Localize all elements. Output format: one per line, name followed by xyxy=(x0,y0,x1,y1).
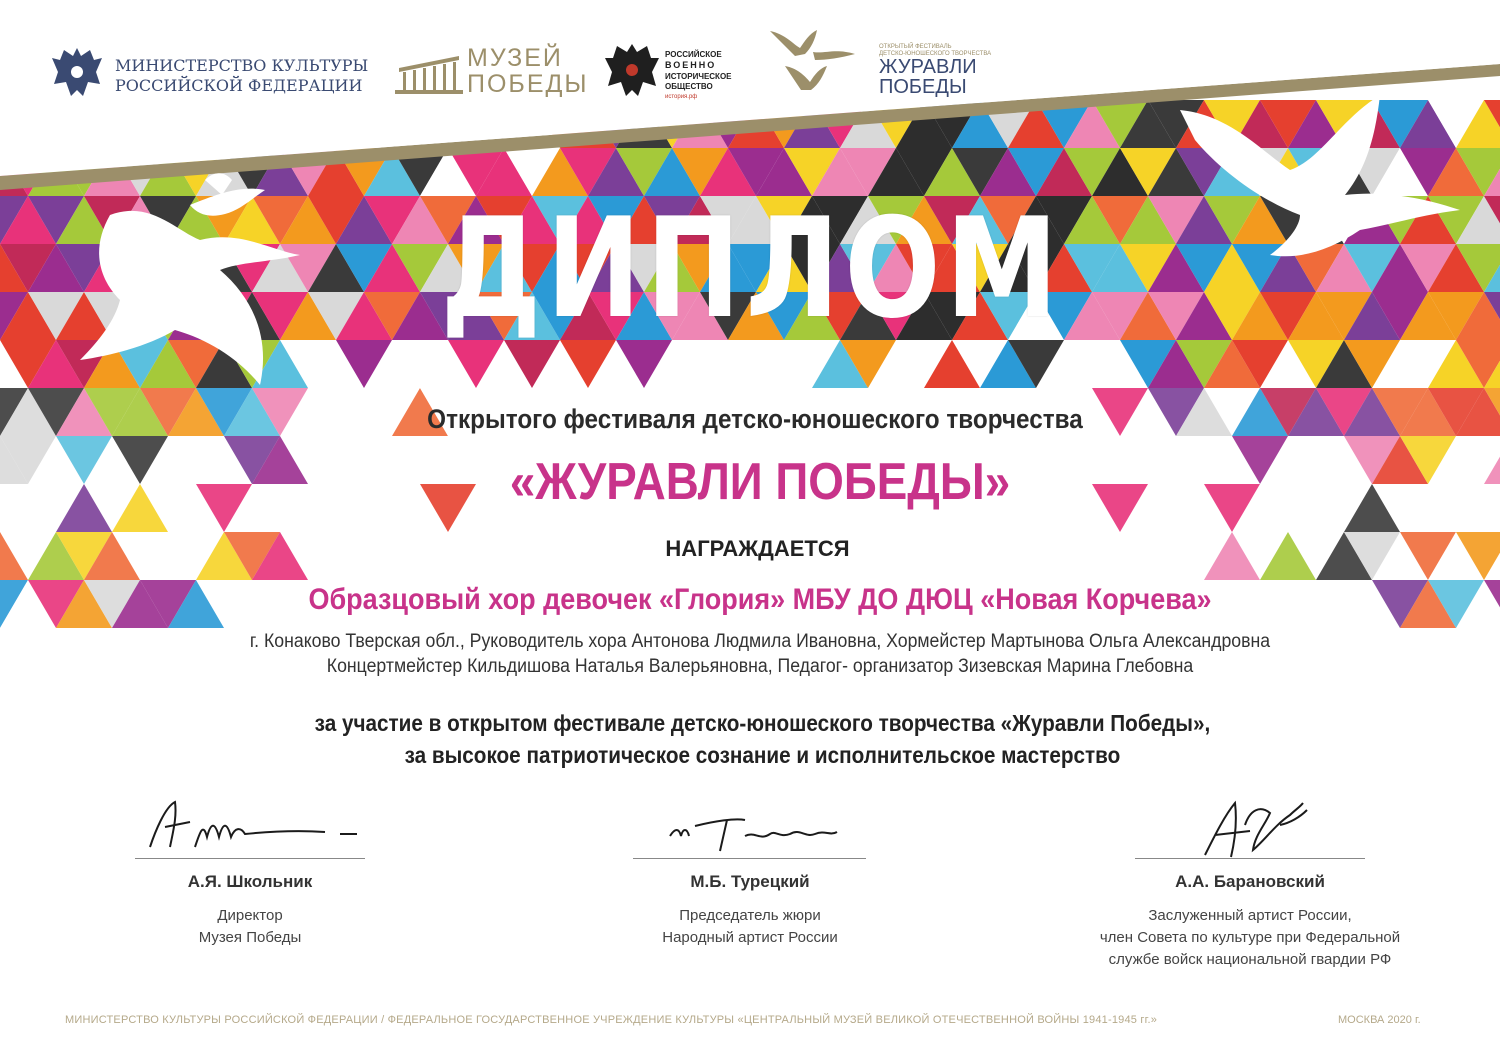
museum-line1: МУЗЕЙ xyxy=(467,44,563,72)
details-line-2: Концертмейстер Кильдишова Наталья Валерьяновна, Педагог- организатор Зизевская Марина Глебовна xyxy=(326,656,1194,677)
ministry-line1: МИНИСТЕРСТВО КУЛЬТУРЫ xyxy=(115,56,369,75)
festival-subtitle: Открытого фестиваля детско-юношеского творчества xyxy=(427,404,1083,434)
signature-turetsky xyxy=(665,806,845,861)
festival-logo-small1: ОТКРЫТЫЙ ФЕСТИВАЛЬ xyxy=(879,44,952,50)
rvio-eagle-icon xyxy=(605,40,660,100)
rvio-logo xyxy=(605,40,735,105)
rvio-line3: ИСТОРИЧЕСКОЕ xyxy=(665,72,732,81)
signature-baranovsky xyxy=(1195,795,1315,865)
signatory-title-2-line1: Председатель жюри xyxy=(679,907,821,924)
footer-organization: МИНИСТЕРСТВО КУЛЬТУРЫ РОССИЙСКОЙ ФЕДЕРАЦИИ / ФЕДЕРАЛЬНОЕ ГОСУДАРСТВЕННОЕ УЧРЕЖДЕНИЕ КУЛЬТУРЫ «ЦЕНТРАЛЬНЫЙ МУЗЕЙ ВЕЛИКОЙ ОТЕЧЕСТВЕННОЙ ВОЙНЫ 1941-1945 гг.» xyxy=(65,1014,1158,1026)
mosaic-triangle xyxy=(1484,580,1500,628)
signatory-title-1-line2: Музея Победы xyxy=(198,929,302,946)
signatory-title-3-line2: член Совета по культуре при Федеральной xyxy=(1099,929,1401,946)
signature-line-2 xyxy=(633,858,866,859)
awarded-label: НАГРАЖДАЕТСЯ xyxy=(665,536,850,561)
rvio-line2: ВОЕННО xyxy=(665,60,717,70)
signatory-title-3 xyxy=(1080,905,1420,971)
details-line-1: г. Конаково Тверская обл., Руководитель хора Антонова Людмила Ивановна, Хормейстер Мартынова Ольга Александровна xyxy=(249,631,1271,652)
signatory-title-2-line2: Народный артист России xyxy=(662,929,838,946)
recipient-name: Образцовый хор девочек «Глория» МБУ ДО ДЮЦ «Новая Корчева» xyxy=(308,583,1212,616)
reason-line-2: за высокое патриотическое сознание и исполнительское мастерство xyxy=(404,742,1121,768)
signature-shkolnik xyxy=(135,792,365,857)
diploma-title: ДИПЛОМ xyxy=(440,188,1064,349)
signatory-title-1-line1: Директор xyxy=(217,907,283,924)
double-eagle-emblem-icon xyxy=(50,42,105,102)
festival-logo xyxy=(765,26,992,101)
signature-line-1 xyxy=(135,858,365,859)
rvio-line4: ОБЩЕСТВО xyxy=(665,82,713,91)
signature-line-3 xyxy=(1135,858,1365,859)
ministry-line2: РОССИЙСКОЙ ФЕДЕРАЦИИ xyxy=(115,76,363,95)
signatory-title-1 xyxy=(110,905,390,949)
signatory-title-3-line3: службе войск национальной гвардии РФ xyxy=(1108,951,1392,968)
ministry-logo xyxy=(50,42,369,102)
museum-logo xyxy=(395,44,589,99)
mosaic-triangle xyxy=(1484,436,1500,484)
signatory-title-3-line1: Заслуженный артист России, xyxy=(1148,907,1352,924)
festival-name: «ЖУРАВЛИ ПОБЕДЫ» xyxy=(509,453,1011,511)
rvio-line1: РОССИЙСКОЕ xyxy=(665,50,722,59)
museum-line2: ПОБЕДЫ xyxy=(467,70,589,98)
cranes-logo-icon xyxy=(765,26,865,96)
signatory-name-2: М.Б. Турецкий xyxy=(690,872,810,891)
signatory-title-2 xyxy=(600,905,900,949)
footer-place-year: МОСКВА 2020 г. xyxy=(1338,1014,1421,1026)
signatory-name-3: А.А. Барановский xyxy=(1175,872,1325,891)
festival-logo-line2: ПОБЕДЫ xyxy=(879,76,967,98)
festival-logo-small2: ДЕТСКО-ЮНОШЕСКОГО ТВОРЧЕСТВА xyxy=(879,51,992,57)
museum-colonnade-icon xyxy=(395,54,463,94)
rvio-line5: история.рф xyxy=(665,94,698,100)
festival-logo-line1: ЖУРАВЛИ xyxy=(879,56,977,78)
reason-line-1: за участие в открытом фестивале детско-юношеского творчества «Журавли Победы», xyxy=(314,710,1211,736)
signatory-name-1: А.Я. Школьник xyxy=(187,872,313,891)
